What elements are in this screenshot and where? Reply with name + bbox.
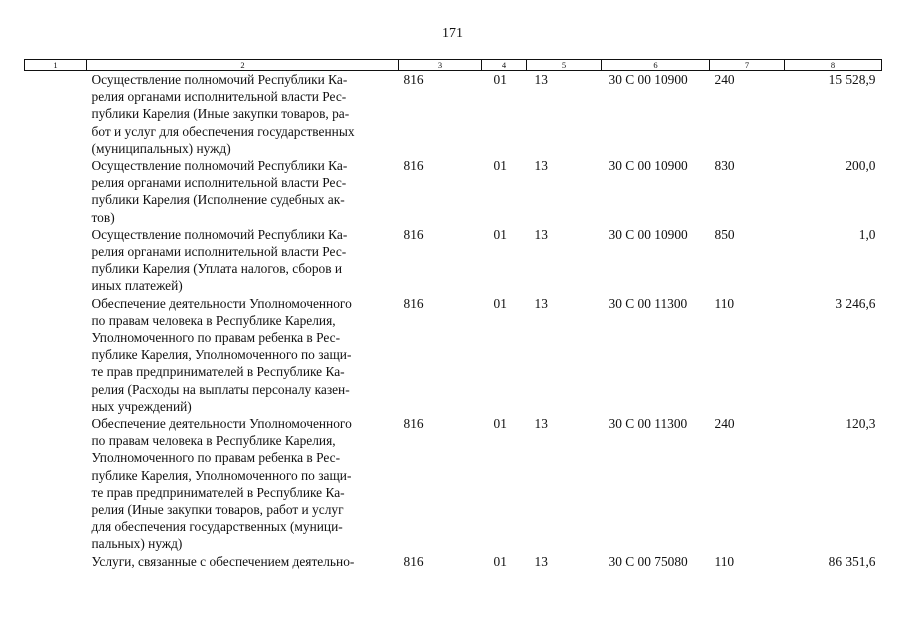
expense-name-line: релия органами исполнительной власти Рес- <box>91 175 347 191</box>
ministry-code-cell: 816 <box>403 553 424 569</box>
ministry-code-cell: 816 <box>403 416 424 432</box>
expense-name-line: Осуществление полномочий Республики Ка- <box>91 158 348 174</box>
row-number-cell <box>25 157 87 226</box>
expense-name-cell <box>87 226 399 295</box>
column-header: 6 <box>602 60 710 71</box>
expense-name-line: публике Карелия, Уполномоченного по защи- <box>91 347 352 363</box>
expense-name-line: те прав предпринимателей в Республике Ка- <box>91 364 345 380</box>
expense-name-line: иных платежей) <box>91 278 183 294</box>
budget-table <box>24 59 882 570</box>
table-row <box>25 553 882 570</box>
expense-type-cell: 240 <box>714 416 735 432</box>
expense-name-line: пальных) нужд) <box>91 536 183 552</box>
target-article-cell: 30 С 00 10900 <box>608 158 688 174</box>
row-number-cell <box>25 71 87 158</box>
expense-name-line: Обеспечение деятельности Уполномоченного <box>91 295 352 311</box>
amount-cell: 1,0 <box>858 226 876 242</box>
expense-name-line: релия органами исполнительной власти Рес- <box>91 244 347 260</box>
ministry-code-cell: 816 <box>403 72 424 87</box>
ministry-code-cell: 816 <box>403 158 424 174</box>
subsection-cell: 13 <box>534 226 548 242</box>
amount-cell: 3 246,6 <box>835 295 876 311</box>
column-header: 4 <box>482 60 527 71</box>
target-article-cell: 30 С 00 11300 <box>608 295 688 311</box>
target-article-cell: 30 С 00 75080 <box>608 553 688 569</box>
column-header: 5 <box>527 60 602 71</box>
expense-name-line: Уполномоченного по правам ребенка в Рес- <box>91 330 341 346</box>
expense-name-cell <box>87 71 399 158</box>
column-header: 8 <box>785 60 882 71</box>
row-number-cell <box>25 553 87 570</box>
target-article-cell: 30 С 00 11300 <box>608 416 688 432</box>
subsection-cell: 13 <box>534 295 548 311</box>
amount-cell: 15 528,9 <box>828 72 876 87</box>
expense-name-line: Услуги, связанные с обеспечением деятельно- <box>91 553 355 569</box>
column-header: 7 <box>710 60 785 71</box>
expense-name-line: публики Карелия (Исполнение судебных ак- <box>91 192 345 208</box>
expense-name-line: бот и услуг для обеспечения государственных <box>91 123 355 139</box>
expense-name-line: Уполномоченного по правам ребенка в Рес- <box>91 450 341 466</box>
ministry-code-cell: 816 <box>403 226 424 242</box>
amount-cell: 120,3 <box>845 416 876 432</box>
section-cell: 01 <box>493 158 507 174</box>
expense-name-line: для обеспечения государственных (муници- <box>91 519 343 535</box>
expense-type-cell: 240 <box>714 72 735 87</box>
column-header: 1 <box>25 60 87 71</box>
section-cell: 01 <box>493 295 507 311</box>
amount-cell: 86 351,6 <box>828 553 876 569</box>
expense-name-line: Осуществление полномочий Республики Ка- <box>91 226 348 242</box>
page-number: 171 <box>442 26 463 41</box>
expense-type-cell: 850 <box>714 226 735 242</box>
expense-name-cell <box>87 415 399 553</box>
target-article-cell: 30 С 00 10900 <box>608 226 688 242</box>
section-cell: 01 <box>493 553 507 569</box>
expense-name-line: релия органами исполнительной власти Рес- <box>91 89 347 105</box>
expense-name-line: релия (Расходы на выплаты персоналу казен- <box>91 381 350 397</box>
expense-name-line: Обеспечение деятельности Уполномоченного <box>91 416 352 432</box>
expense-name-line: те прав предпринимателей в Республике Ка- <box>91 484 345 500</box>
table-row <box>25 415 882 553</box>
subsection-cell: 13 <box>534 553 548 569</box>
table-row <box>25 226 882 295</box>
expense-name-line: публике Карелия, Уполномоченного по защи- <box>91 467 352 483</box>
column-header: 3 <box>399 60 482 71</box>
column-number-row <box>25 60 882 71</box>
subsection-cell: 13 <box>534 158 548 174</box>
row-number-cell <box>25 295 87 415</box>
table-row <box>25 71 882 158</box>
expense-name-line: публики Карелия (Уплата налогов, сборов и <box>91 261 343 277</box>
section-cell: 01 <box>493 72 507 87</box>
expense-name-cell <box>87 553 399 570</box>
expense-type-cell: 830 <box>714 158 735 174</box>
expense-type-cell: 110 <box>714 295 735 311</box>
ministry-code-cell: 816 <box>403 295 424 311</box>
table-row <box>25 295 882 415</box>
target-article-cell: 30 С 00 10900 <box>608 72 688 87</box>
expense-name-line: (муниципальных) нужд) <box>91 140 231 156</box>
expense-name-line: по правам человека в Республике Карелия, <box>91 312 336 328</box>
expense-name-line: публики Карелия (Иные закупки товаров, ра- <box>91 106 350 122</box>
row-number-cell <box>25 226 87 295</box>
expense-name-cell <box>87 157 399 226</box>
expense-name-cell <box>87 295 399 415</box>
subsection-cell: 13 <box>534 72 548 87</box>
expense-name-line: ных учреждений) <box>91 398 192 414</box>
expense-type-cell: 110 <box>714 553 735 569</box>
expense-name-line: релия (Иные закупки товаров, работ и услуг <box>91 502 344 518</box>
subsection-cell: 13 <box>534 416 548 432</box>
expense-name-line: тов) <box>91 209 115 225</box>
amount-cell: 200,0 <box>845 158 876 174</box>
expense-name-line: Осуществление полномочий Республики Ка- <box>91 72 348 87</box>
column-header: 2 <box>87 60 399 71</box>
expense-name-line: по правам человека в Республике Карелия, <box>91 433 336 449</box>
section-cell: 01 <box>493 416 507 432</box>
section-cell: 01 <box>493 226 507 242</box>
row-number-cell <box>25 415 87 553</box>
table-row <box>25 157 882 226</box>
